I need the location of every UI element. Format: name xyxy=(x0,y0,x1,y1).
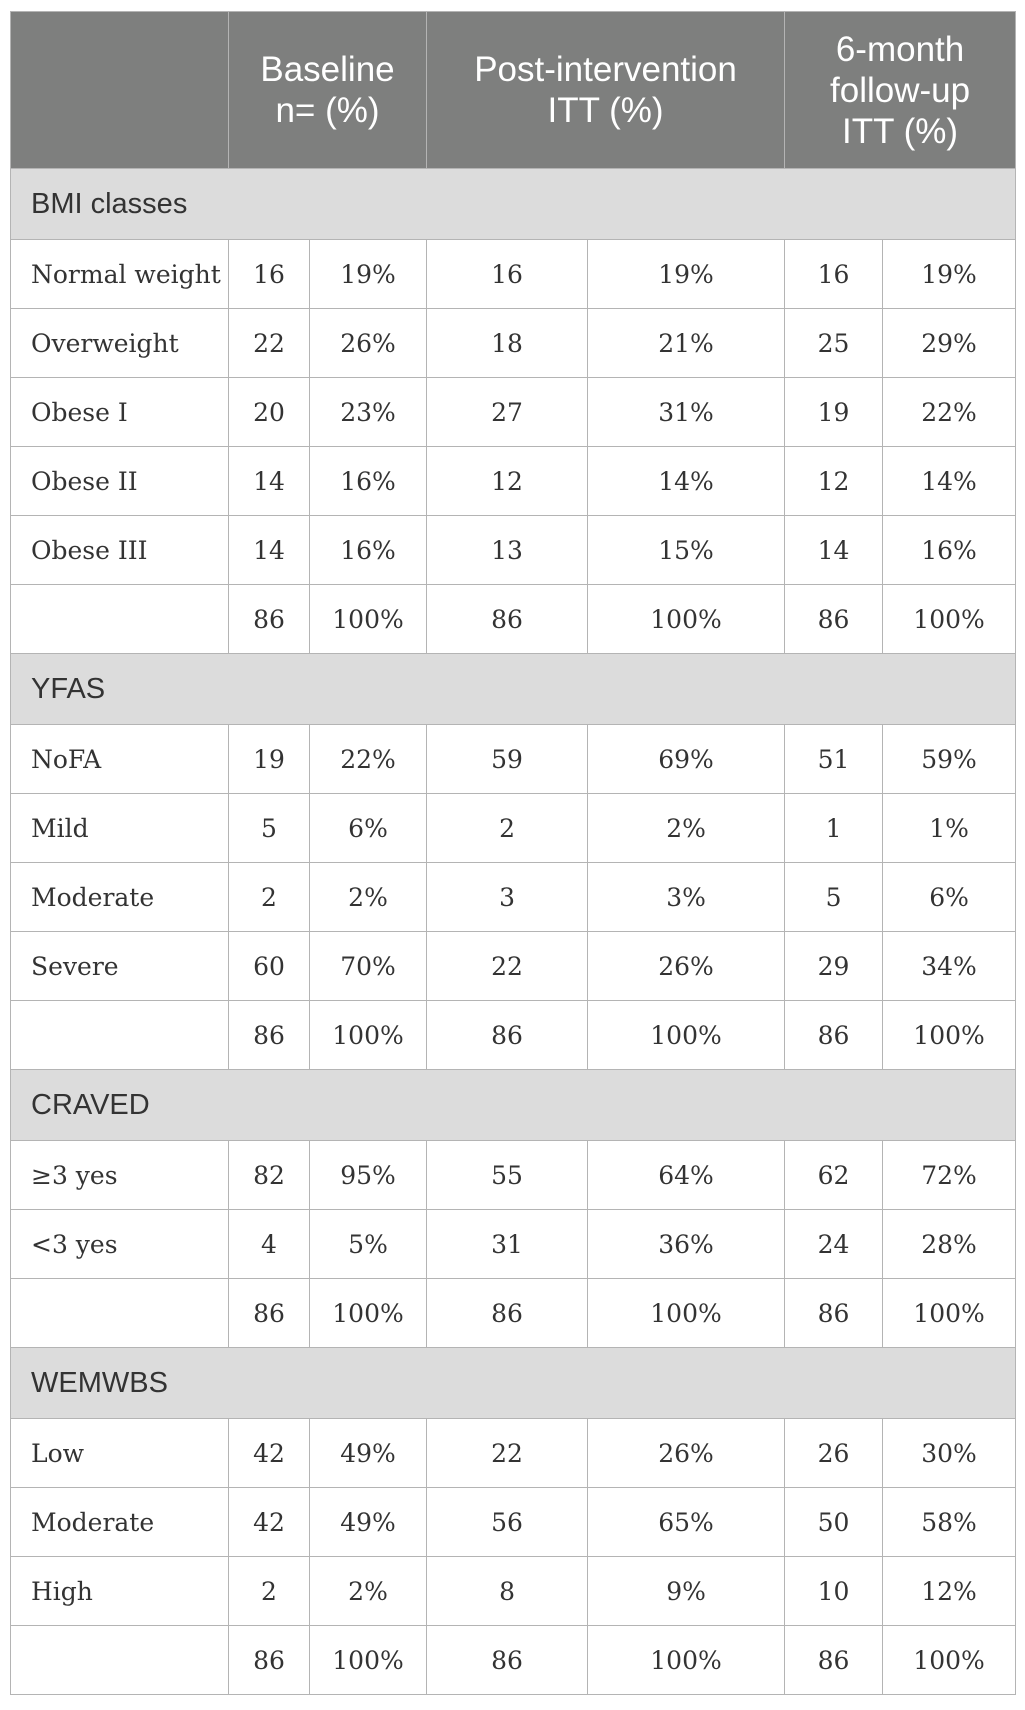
section-header-row xyxy=(11,1348,1016,1419)
table-row xyxy=(11,447,1016,516)
count-cell: 14 xyxy=(229,447,310,516)
percent-cell: 70% xyxy=(310,932,427,1001)
count-cell: 86 xyxy=(785,1279,883,1348)
percent-cell: 72% xyxy=(883,1141,1016,1210)
table-row xyxy=(11,378,1016,447)
percent-cell: 100% xyxy=(310,1626,427,1695)
count-cell: 16 xyxy=(229,240,310,309)
percent-cell: 2% xyxy=(310,863,427,932)
count-cell: 22 xyxy=(229,309,310,378)
count-cell: 42 xyxy=(229,1419,310,1488)
section-header-row xyxy=(11,169,1016,240)
total-row xyxy=(11,585,1016,654)
header-followup-line: follow-up xyxy=(830,70,971,110)
count-cell: 3 xyxy=(427,863,588,932)
table-row xyxy=(11,863,1016,932)
row-label: <3 yes xyxy=(11,1210,229,1279)
row-label: Obese I xyxy=(11,378,229,447)
percent-cell: 22% xyxy=(310,725,427,794)
count-cell: 19 xyxy=(785,378,883,447)
section-title: WEMWBS xyxy=(11,1348,1016,1419)
percent-cell: 31% xyxy=(588,378,785,447)
total-row xyxy=(11,1279,1016,1348)
percent-cell: 100% xyxy=(310,585,427,654)
row-label: Low xyxy=(11,1419,229,1488)
percent-cell: 69% xyxy=(588,725,785,794)
percent-cell: 29% xyxy=(883,309,1016,378)
count-cell: 31 xyxy=(427,1210,588,1279)
count-cell: 86 xyxy=(785,1001,883,1070)
results-table xyxy=(10,11,1016,1695)
count-cell: 86 xyxy=(785,585,883,654)
row-label: Normal weight xyxy=(11,240,229,309)
count-cell: 51 xyxy=(785,725,883,794)
table-row xyxy=(11,1557,1016,1626)
count-cell: 50 xyxy=(785,1488,883,1557)
count-cell: 29 xyxy=(785,932,883,1001)
section-header-row xyxy=(11,654,1016,725)
percent-cell: 19% xyxy=(883,240,1016,309)
row-label: Severe xyxy=(11,932,229,1001)
count-cell: 19 xyxy=(229,725,310,794)
table-row xyxy=(11,1210,1016,1279)
table-row xyxy=(11,516,1016,585)
count-cell: 22 xyxy=(427,1419,588,1488)
row-label: ≥3 yes xyxy=(11,1141,229,1210)
count-cell: 24 xyxy=(785,1210,883,1279)
row-label: Moderate xyxy=(11,863,229,932)
header-post-intervention xyxy=(427,12,785,169)
row-label: Obese II xyxy=(11,447,229,516)
count-cell: 26 xyxy=(785,1419,883,1488)
table-header-row xyxy=(11,12,1016,169)
header-followup-line: 6-month xyxy=(835,29,965,69)
count-cell: 12 xyxy=(427,447,588,516)
percent-cell: 59% xyxy=(883,725,1016,794)
percent-cell: 100% xyxy=(588,585,785,654)
count-cell: 55 xyxy=(427,1141,588,1210)
row-label: Obese III xyxy=(11,516,229,585)
count-cell: 4 xyxy=(229,1210,310,1279)
section-title: CRAVED xyxy=(11,1070,1016,1141)
count-cell: 5 xyxy=(785,863,883,932)
header-followup xyxy=(785,12,1016,169)
count-cell: 8 xyxy=(427,1557,588,1626)
percent-cell: 6% xyxy=(310,794,427,863)
percent-cell: 100% xyxy=(883,1001,1016,1070)
percent-cell: 100% xyxy=(883,1279,1016,1348)
count-cell: 16 xyxy=(427,240,588,309)
count-cell: 59 xyxy=(427,725,588,794)
count-cell: 20 xyxy=(229,378,310,447)
percent-cell: 58% xyxy=(883,1488,1016,1557)
percent-cell: 16% xyxy=(883,516,1016,585)
count-cell: 60 xyxy=(229,932,310,1001)
header-baseline xyxy=(229,12,427,169)
percent-cell: 14% xyxy=(588,447,785,516)
percent-cell: 19% xyxy=(310,240,427,309)
row-label: Overweight xyxy=(11,309,229,378)
count-cell: 10 xyxy=(785,1557,883,1626)
table-row xyxy=(11,309,1016,378)
section-title: YFAS xyxy=(11,654,1016,725)
percent-cell: 22% xyxy=(883,378,1016,447)
percent-cell: 100% xyxy=(883,585,1016,654)
count-cell: 16 xyxy=(785,240,883,309)
row-label: NoFA xyxy=(11,725,229,794)
header-empty-cell xyxy=(11,12,229,169)
row-label: High xyxy=(11,1557,229,1626)
percent-cell: 15% xyxy=(588,516,785,585)
count-cell: 86 xyxy=(229,1626,310,1695)
percent-cell: 6% xyxy=(883,863,1016,932)
count-cell: 22 xyxy=(427,932,588,1001)
count-cell: 86 xyxy=(229,1279,310,1348)
row-label: Mild xyxy=(11,794,229,863)
table-row xyxy=(11,725,1016,794)
percent-cell: 100% xyxy=(883,1626,1016,1695)
percent-cell: 100% xyxy=(588,1001,785,1070)
row-label xyxy=(11,1001,229,1070)
percent-cell: 100% xyxy=(588,1626,785,1695)
table-body xyxy=(11,169,1016,1695)
percent-cell: 2% xyxy=(310,1557,427,1626)
percent-cell: 30% xyxy=(883,1419,1016,1488)
section-title: BMI classes xyxy=(11,169,1016,240)
count-cell: 12 xyxy=(785,447,883,516)
percent-cell: 26% xyxy=(588,1419,785,1488)
percent-cell: 5% xyxy=(310,1210,427,1279)
percent-cell: 64% xyxy=(588,1141,785,1210)
total-row xyxy=(11,1626,1016,1695)
count-cell: 86 xyxy=(427,1626,588,1695)
percent-cell: 1% xyxy=(883,794,1016,863)
percent-cell: 36% xyxy=(588,1210,785,1279)
count-cell: 2 xyxy=(427,794,588,863)
count-cell: 86 xyxy=(229,585,310,654)
count-cell: 86 xyxy=(427,585,588,654)
count-cell: 5 xyxy=(229,794,310,863)
total-row xyxy=(11,1001,1016,1070)
count-cell: 13 xyxy=(427,516,588,585)
percent-cell: 34% xyxy=(883,932,1016,1001)
percent-cell: 100% xyxy=(588,1279,785,1348)
count-cell: 86 xyxy=(785,1626,883,1695)
percent-cell: 26% xyxy=(310,309,427,378)
count-cell: 82 xyxy=(229,1141,310,1210)
count-cell: 27 xyxy=(427,378,588,447)
table-row xyxy=(11,240,1016,309)
count-cell: 1 xyxy=(785,794,883,863)
percent-cell: 65% xyxy=(588,1488,785,1557)
row-label: Moderate xyxy=(11,1488,229,1557)
percent-cell: 16% xyxy=(310,447,427,516)
count-cell: 86 xyxy=(229,1001,310,1070)
count-cell: 14 xyxy=(229,516,310,585)
percent-cell: 9% xyxy=(588,1557,785,1626)
header-baseline-line: n= (%) xyxy=(275,91,380,130)
count-cell: 2 xyxy=(229,863,310,932)
table-row xyxy=(11,794,1016,863)
header-baseline-line: Baseline xyxy=(260,50,395,89)
count-cell: 25 xyxy=(785,309,883,378)
count-cell: 2 xyxy=(229,1557,310,1626)
table-row xyxy=(11,1141,1016,1210)
percent-cell: 23% xyxy=(310,378,427,447)
percent-cell: 100% xyxy=(310,1001,427,1070)
percent-cell: 19% xyxy=(588,240,785,309)
table-row xyxy=(11,1419,1016,1488)
percent-cell: 21% xyxy=(588,309,785,378)
count-cell: 14 xyxy=(785,516,883,585)
row-label xyxy=(11,585,229,654)
percent-cell: 14% xyxy=(883,447,1016,516)
percent-cell: 2% xyxy=(588,794,785,863)
percent-cell: 3% xyxy=(588,863,785,932)
table-row xyxy=(11,932,1016,1001)
header-post-line: ITT (%) xyxy=(547,91,664,130)
percent-cell: 16% xyxy=(310,516,427,585)
count-cell: 62 xyxy=(785,1141,883,1210)
count-cell: 42 xyxy=(229,1488,310,1557)
percent-cell: 100% xyxy=(310,1279,427,1348)
count-cell: 86 xyxy=(427,1001,588,1070)
percent-cell: 49% xyxy=(310,1488,427,1557)
percent-cell: 95% xyxy=(310,1141,427,1210)
count-cell: 86 xyxy=(427,1279,588,1348)
table-row xyxy=(11,1488,1016,1557)
row-label xyxy=(11,1279,229,1348)
percent-cell: 49% xyxy=(310,1419,427,1488)
header-followup-line: ITT (%) xyxy=(842,111,959,151)
count-cell: 56 xyxy=(427,1488,588,1557)
percent-cell: 28% xyxy=(883,1210,1016,1279)
section-header-row xyxy=(11,1070,1016,1141)
header-post-line: Post-intervention xyxy=(474,50,737,89)
row-label xyxy=(11,1626,229,1695)
count-cell: 18 xyxy=(427,309,588,378)
percent-cell: 26% xyxy=(588,932,785,1001)
percent-cell: 12% xyxy=(883,1557,1016,1626)
